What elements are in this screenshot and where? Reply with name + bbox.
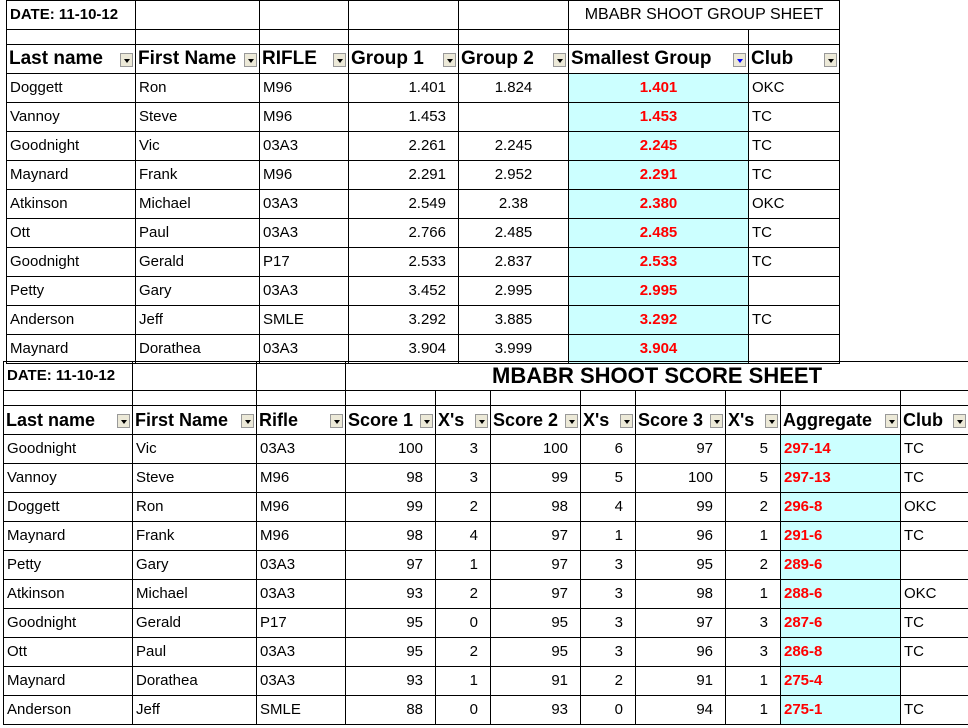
table-cell[interactable]: M96: [257, 522, 346, 551]
table-cell[interactable]: 1.453: [569, 103, 749, 132]
table-cell[interactable]: Dorathea: [136, 335, 260, 364]
table-cell[interactable]: 88: [346, 696, 436, 725]
table-cell[interactable]: 2.533: [569, 248, 749, 277]
table-cell[interactable]: 100: [346, 435, 436, 464]
table-cell[interactable]: 96: [636, 638, 726, 667]
table-cell[interactable]: 1: [726, 667, 781, 696]
table-cell[interactable]: 97: [491, 551, 581, 580]
table-cell[interactable]: 275-4: [781, 667, 901, 696]
cell[interactable]: [257, 362, 346, 391]
table-cell[interactable]: Jeff: [136, 306, 260, 335]
table-cell[interactable]: TC: [901, 638, 968, 667]
group-date-row: [7, 1, 840, 30]
filter-dropdown-icon[interactable]: [330, 414, 343, 428]
table-row: [7, 306, 840, 335]
table-cell[interactable]: Paul: [136, 219, 260, 248]
table-cell[interactable]: 5: [726, 435, 781, 464]
table-row: [7, 103, 840, 132]
table-cell[interactable]: OKC: [749, 74, 840, 103]
cell[interactable]: [349, 30, 459, 45]
table-cell[interactable]: 289-6: [781, 551, 901, 580]
table-cell[interactable]: 3: [726, 609, 781, 638]
column-header[interactable]: [749, 45, 840, 74]
table-cell[interactable]: 94: [636, 696, 726, 725]
table-cell[interactable]: Jeff: [133, 696, 257, 725]
score-body: [4, 435, 968, 725]
score-sheet-table: [3, 361, 968, 725]
table-row: [7, 335, 840, 364]
table-cell[interactable]: 4: [581, 493, 636, 522]
table-cell[interactable]: 2.837: [459, 248, 569, 277]
table-cell[interactable]: 99: [636, 493, 726, 522]
table-row: [4, 638, 968, 667]
table-cell[interactable]: M96: [260, 103, 349, 132]
table-cell[interactable]: 96: [636, 522, 726, 551]
filter-dropdown-icon[interactable]: [733, 53, 746, 67]
table-row: [7, 277, 840, 306]
column-header-label: Club: [751, 48, 794, 69]
column-header[interactable]: [726, 406, 781, 435]
table-cell[interactable]: 297-14: [781, 435, 901, 464]
table-cell[interactable]: P17: [257, 609, 346, 638]
table-cell[interactable]: Vic: [133, 435, 257, 464]
table-cell[interactable]: [901, 551, 968, 580]
table-cell[interactable]: 91: [491, 667, 581, 696]
table-cell[interactable]: TC: [901, 464, 968, 493]
table-cell[interactable]: 3.999: [459, 335, 569, 364]
table-cell[interactable]: [749, 335, 840, 364]
table-cell[interactable]: 2.766: [349, 219, 459, 248]
table-cell[interactable]: 97: [636, 435, 726, 464]
table-cell[interactable]: Goodnight: [7, 132, 136, 161]
table-cell[interactable]: 2.549: [349, 190, 459, 219]
table-cell[interactable]: 98: [346, 464, 436, 493]
score-date-label[interactable]: DATE: 11-10-12: [4, 362, 133, 391]
table-cell[interactable]: 1: [726, 522, 781, 551]
column-header-label: Score 2: [493, 410, 559, 430]
column-header-label: First Name: [138, 48, 237, 69]
cell[interactable]: [349, 1, 459, 30]
column-header[interactable]: [581, 406, 636, 435]
cell[interactable]: [569, 30, 749, 45]
cell[interactable]: [726, 391, 781, 406]
column-header[interactable]: [136, 45, 260, 74]
filter-dropdown-icon[interactable]: [885, 414, 898, 428]
table-cell[interactable]: TC: [749, 248, 840, 277]
column-header-label: Smallest Group: [571, 48, 712, 69]
table-cell[interactable]: 97: [636, 609, 726, 638]
table-cell[interactable]: 95: [346, 609, 436, 638]
table-cell[interactable]: 0: [581, 696, 636, 725]
group-sheet-title[interactable]: MBABR SHOOT GROUP SHEET: [569, 1, 840, 30]
table-cell[interactable]: TC: [749, 132, 840, 161]
table-cell[interactable]: 3: [581, 609, 636, 638]
table-cell[interactable]: Atkinson: [4, 580, 133, 609]
table-cell[interactable]: 99: [491, 464, 581, 493]
table-cell[interactable]: Atkinson: [7, 190, 136, 219]
table-cell[interactable]: Vannoy: [7, 103, 136, 132]
table-cell[interactable]: 03A3: [260, 132, 349, 161]
table-cell[interactable]: Maynard: [7, 161, 136, 190]
table-cell[interactable]: Gerald: [136, 248, 260, 277]
column-header[interactable]: [257, 406, 346, 435]
table-cell[interactable]: 2.245: [569, 132, 749, 161]
column-header-label: X's: [728, 410, 755, 430]
table-cell[interactable]: 03A3: [260, 190, 349, 219]
cell[interactable]: [749, 30, 840, 45]
column-header-label: Club: [903, 410, 943, 430]
column-header[interactable]: [636, 406, 726, 435]
table-row: [4, 580, 968, 609]
table-cell[interactable]: Doggett: [7, 74, 136, 103]
table-cell[interactable]: SMLE: [257, 696, 346, 725]
table-cell[interactable]: 2: [436, 638, 491, 667]
filter-dropdown-icon[interactable]: [420, 414, 433, 428]
table-cell[interactable]: 1.401: [349, 74, 459, 103]
table-cell[interactable]: 93: [346, 667, 436, 696]
filter-dropdown-icon[interactable]: [241, 414, 254, 428]
table-cell[interactable]: 2.291: [349, 161, 459, 190]
table-cell[interactable]: 1: [581, 522, 636, 551]
table-cell[interactable]: 99: [346, 493, 436, 522]
column-header[interactable]: [491, 406, 581, 435]
cell[interactable]: [260, 1, 349, 30]
table-cell[interactable]: 2: [726, 493, 781, 522]
table-cell[interactable]: M96: [260, 74, 349, 103]
cell[interactable]: [7, 30, 136, 45]
cell[interactable]: [901, 391, 968, 406]
filter-dropdown-icon[interactable]: [824, 53, 837, 67]
column-header[interactable]: [436, 406, 491, 435]
table-cell[interactable]: Petty: [7, 277, 136, 306]
column-header[interactable]: [901, 406, 968, 435]
table-cell[interactable]: TC: [749, 103, 840, 132]
table-cell[interactable]: 3.292: [349, 306, 459, 335]
table-cell[interactable]: Maynard: [4, 522, 133, 551]
table-cell[interactable]: TC: [901, 435, 968, 464]
table-row: [4, 464, 968, 493]
cell[interactable]: [4, 391, 133, 406]
table-cell[interactable]: 286-8: [781, 638, 901, 667]
table-cell[interactable]: Ron: [133, 493, 257, 522]
table-cell[interactable]: Gerald: [133, 609, 257, 638]
table-cell[interactable]: M96: [257, 464, 346, 493]
table-cell[interactable]: 03A3: [260, 277, 349, 306]
table-cell[interactable]: 0: [436, 696, 491, 725]
cell[interactable]: [459, 1, 569, 30]
table-cell[interactable]: 2.485: [569, 219, 749, 248]
table-cell[interactable]: 5: [726, 464, 781, 493]
table-cell[interactable]: 03A3: [257, 638, 346, 667]
cell[interactable]: [636, 391, 726, 406]
table-cell[interactable]: TC: [901, 696, 968, 725]
cell[interactable]: [346, 391, 436, 406]
table-cell[interactable]: OKC: [901, 580, 968, 609]
table-cell[interactable]: 100: [636, 464, 726, 493]
table-row: [7, 132, 840, 161]
table-cell[interactable]: TC: [749, 161, 840, 190]
table-cell[interactable]: 2.995: [569, 277, 749, 306]
filter-dropdown-icon[interactable]: [120, 53, 133, 67]
column-header[interactable]: [4, 406, 133, 435]
table-cell[interactable]: OKC: [749, 190, 840, 219]
table-cell[interactable]: 3: [581, 551, 636, 580]
table-cell[interactable]: 95: [636, 551, 726, 580]
table-cell[interactable]: 2.380: [569, 190, 749, 219]
table-cell[interactable]: 3.452: [349, 277, 459, 306]
table-cell[interactable]: 3: [726, 638, 781, 667]
table-cell[interactable]: 91: [636, 667, 726, 696]
table-cell[interactable]: [459, 103, 569, 132]
cell[interactable]: [491, 391, 581, 406]
column-header-label: First Name: [135, 410, 229, 430]
table-cell[interactable]: 2.952: [459, 161, 569, 190]
table-row: [4, 522, 968, 551]
table-cell[interactable]: Michael: [136, 190, 260, 219]
table-cell[interactable]: 03A3: [257, 667, 346, 696]
table-cell[interactable]: Dorathea: [133, 667, 257, 696]
table-cell[interactable]: 2.245: [459, 132, 569, 161]
table-cell[interactable]: 100: [491, 435, 581, 464]
table-cell[interactable]: P17: [260, 248, 349, 277]
table-row: [7, 74, 840, 103]
table-cell[interactable]: Frank: [133, 522, 257, 551]
table-cell[interactable]: Goodnight: [4, 435, 133, 464]
cell[interactable]: [133, 362, 257, 391]
table-cell[interactable]: 3.885: [459, 306, 569, 335]
table-cell[interactable]: 1: [436, 551, 491, 580]
table-cell[interactable]: Ott: [7, 219, 136, 248]
table-cell[interactable]: 3: [436, 435, 491, 464]
table-cell[interactable]: 03A3: [257, 580, 346, 609]
spacer-row: [7, 30, 840, 45]
table-cell[interactable]: Maynard: [7, 335, 136, 364]
table-cell[interactable]: 5: [581, 464, 636, 493]
table-cell[interactable]: Paul: [133, 638, 257, 667]
column-header-label: Rifle: [259, 410, 299, 430]
table-cell[interactable]: 03A3: [260, 219, 349, 248]
table-cell[interactable]: 3.904: [349, 335, 459, 364]
table-cell[interactable]: 2: [436, 493, 491, 522]
filter-dropdown-icon[interactable]: [565, 414, 578, 428]
column-header-label: Aggregate: [783, 410, 873, 430]
spacer-row: [4, 391, 968, 406]
table-cell[interactable]: 6: [581, 435, 636, 464]
table-cell[interactable]: Michael: [133, 580, 257, 609]
table-cell[interactable]: 1.401: [569, 74, 749, 103]
table-cell[interactable]: M96: [260, 161, 349, 190]
table-cell[interactable]: 2: [726, 551, 781, 580]
table-cell[interactable]: M96: [257, 493, 346, 522]
table-cell[interactable]: TC: [749, 219, 840, 248]
table-cell[interactable]: 95: [491, 638, 581, 667]
column-header[interactable]: [349, 45, 459, 74]
table-cell[interactable]: 95: [346, 638, 436, 667]
score-header-row: [4, 406, 968, 435]
table-cell[interactable]: Maynard: [4, 667, 133, 696]
cell[interactable]: [436, 391, 491, 406]
table-cell[interactable]: Goodnight: [4, 609, 133, 638]
table-cell[interactable]: Ott: [4, 638, 133, 667]
table-cell[interactable]: 2.38: [459, 190, 569, 219]
table-cell[interactable]: Gary: [136, 277, 260, 306]
table-cell[interactable]: TC: [901, 609, 968, 638]
filter-dropdown-icon[interactable]: [765, 414, 778, 428]
column-header-label: Group 1: [351, 48, 424, 69]
score-sheet-title[interactable]: MBABR SHOOT SCORE SHEET: [346, 362, 968, 391]
table-cell[interactable]: 3: [581, 638, 636, 667]
table-row: [7, 161, 840, 190]
filter-dropdown-icon[interactable]: [117, 414, 130, 428]
table-cell[interactable]: 296-8: [781, 493, 901, 522]
table-cell[interactable]: 288-6: [781, 580, 901, 609]
column-header[interactable]: [459, 45, 569, 74]
table-cell[interactable]: 97: [491, 522, 581, 551]
table-cell[interactable]: 3.904: [569, 335, 749, 364]
table-cell[interactable]: 3.292: [569, 306, 749, 335]
table-row: [7, 219, 840, 248]
table-cell[interactable]: 3: [436, 464, 491, 493]
table-row: [7, 190, 840, 219]
table-row: [4, 696, 968, 725]
column-header-label: Last name: [6, 410, 96, 430]
column-header-label: X's: [438, 410, 465, 430]
column-header[interactable]: [260, 45, 349, 74]
table-cell[interactable]: 2: [436, 580, 491, 609]
table-row: [4, 667, 968, 696]
table-cell[interactable]: 1: [726, 696, 781, 725]
table-row: [4, 435, 968, 464]
table-cell[interactable]: TC: [749, 306, 840, 335]
table-cell[interactable]: Frank: [136, 161, 260, 190]
table-cell[interactable]: 0: [436, 609, 491, 638]
table-cell[interactable]: 297-13: [781, 464, 901, 493]
filter-dropdown-icon[interactable]: [953, 414, 966, 428]
table-cell[interactable]: 287-6: [781, 609, 901, 638]
table-cell[interactable]: Steve: [133, 464, 257, 493]
table-cell[interactable]: OKC: [901, 493, 968, 522]
table-cell[interactable]: 1.824: [459, 74, 569, 103]
table-cell[interactable]: 03A3: [257, 435, 346, 464]
group-sheet-table: [6, 0, 840, 364]
table-cell[interactable]: 98: [346, 522, 436, 551]
filter-dropdown-icon[interactable]: [553, 53, 566, 67]
filter-dropdown-icon[interactable]: [620, 414, 633, 428]
table-row: [4, 609, 968, 638]
filter-dropdown-icon[interactable]: [475, 414, 488, 428]
filter-dropdown-icon[interactable]: [710, 414, 723, 428]
score-date-row: [4, 362, 968, 391]
table-row: [4, 551, 968, 580]
table-cell[interactable]: [901, 667, 968, 696]
table-cell[interactable]: 4: [436, 522, 491, 551]
table-cell[interactable]: 2.261: [349, 132, 459, 161]
cell[interactable]: [136, 30, 260, 45]
column-header[interactable]: [346, 406, 436, 435]
table-cell[interactable]: [749, 277, 840, 306]
table-cell[interactable]: TC: [901, 522, 968, 551]
table-cell[interactable]: Vic: [136, 132, 260, 161]
table-cell[interactable]: 275-1: [781, 696, 901, 725]
column-header[interactable]: [781, 406, 901, 435]
column-header[interactable]: [133, 406, 257, 435]
cell[interactable]: [781, 391, 901, 406]
column-header-label: Score 1: [348, 410, 414, 430]
table-cell[interactable]: Ron: [136, 74, 260, 103]
cell[interactable]: [260, 30, 349, 45]
table-cell[interactable]: 98: [491, 493, 581, 522]
table-cell[interactable]: 2.291: [569, 161, 749, 190]
column-header-label: RIFLE: [262, 48, 317, 69]
table-cell[interactable]: Gary: [133, 551, 257, 580]
table-cell[interactable]: Goodnight: [7, 248, 136, 277]
cell[interactable]: [133, 391, 257, 406]
table-cell[interactable]: Doggett: [4, 493, 133, 522]
cell[interactable]: [459, 30, 569, 45]
column-header-label: X's: [583, 410, 610, 430]
table-row: [7, 248, 840, 277]
group-date-label[interactable]: DATE: 11-10-12: [7, 1, 136, 30]
column-header-label: Score 3: [638, 410, 704, 430]
filter-dropdown-icon[interactable]: [333, 53, 346, 67]
table-cell[interactable]: 95: [491, 609, 581, 638]
table-cell[interactable]: 291-6: [781, 522, 901, 551]
filter-dropdown-icon[interactable]: [443, 53, 456, 67]
table-cell[interactable]: 2.533: [349, 248, 459, 277]
column-header-label: Last name: [9, 48, 103, 69]
table-cell[interactable]: 03A3: [257, 551, 346, 580]
column-header-label: Group 2: [461, 48, 534, 69]
table-cell[interactable]: 1: [726, 580, 781, 609]
table-cell[interactable]: Vannoy: [4, 464, 133, 493]
table-cell[interactable]: Anderson: [4, 696, 133, 725]
table-cell[interactable]: 2.995: [459, 277, 569, 306]
table-cell[interactable]: 93: [491, 696, 581, 725]
table-cell[interactable]: 1: [436, 667, 491, 696]
table-cell[interactable]: 97: [491, 580, 581, 609]
table-cell[interactable]: Anderson: [7, 306, 136, 335]
table-cell[interactable]: Petty: [4, 551, 133, 580]
table-cell[interactable]: 1.453: [349, 103, 459, 132]
cell[interactable]: [257, 391, 346, 406]
column-header[interactable]: [7, 45, 136, 74]
table-cell[interactable]: 98: [636, 580, 726, 609]
table-cell[interactable]: 2: [581, 667, 636, 696]
group-body: [7, 74, 840, 364]
group-header-row: [7, 45, 840, 74]
table-row: [4, 493, 968, 522]
table-cell[interactable]: Steve: [136, 103, 260, 132]
column-header[interactable]: [569, 45, 749, 74]
table-cell[interactable]: 93: [346, 580, 436, 609]
table-cell[interactable]: 97: [346, 551, 436, 580]
cell[interactable]: [136, 1, 260, 30]
cell[interactable]: [581, 391, 636, 406]
table-cell[interactable]: 03A3: [260, 335, 349, 364]
filter-dropdown-icon[interactable]: [244, 53, 257, 67]
table-cell[interactable]: 3: [581, 580, 636, 609]
table-cell[interactable]: 2.485: [459, 219, 569, 248]
table-cell[interactable]: SMLE: [260, 306, 349, 335]
